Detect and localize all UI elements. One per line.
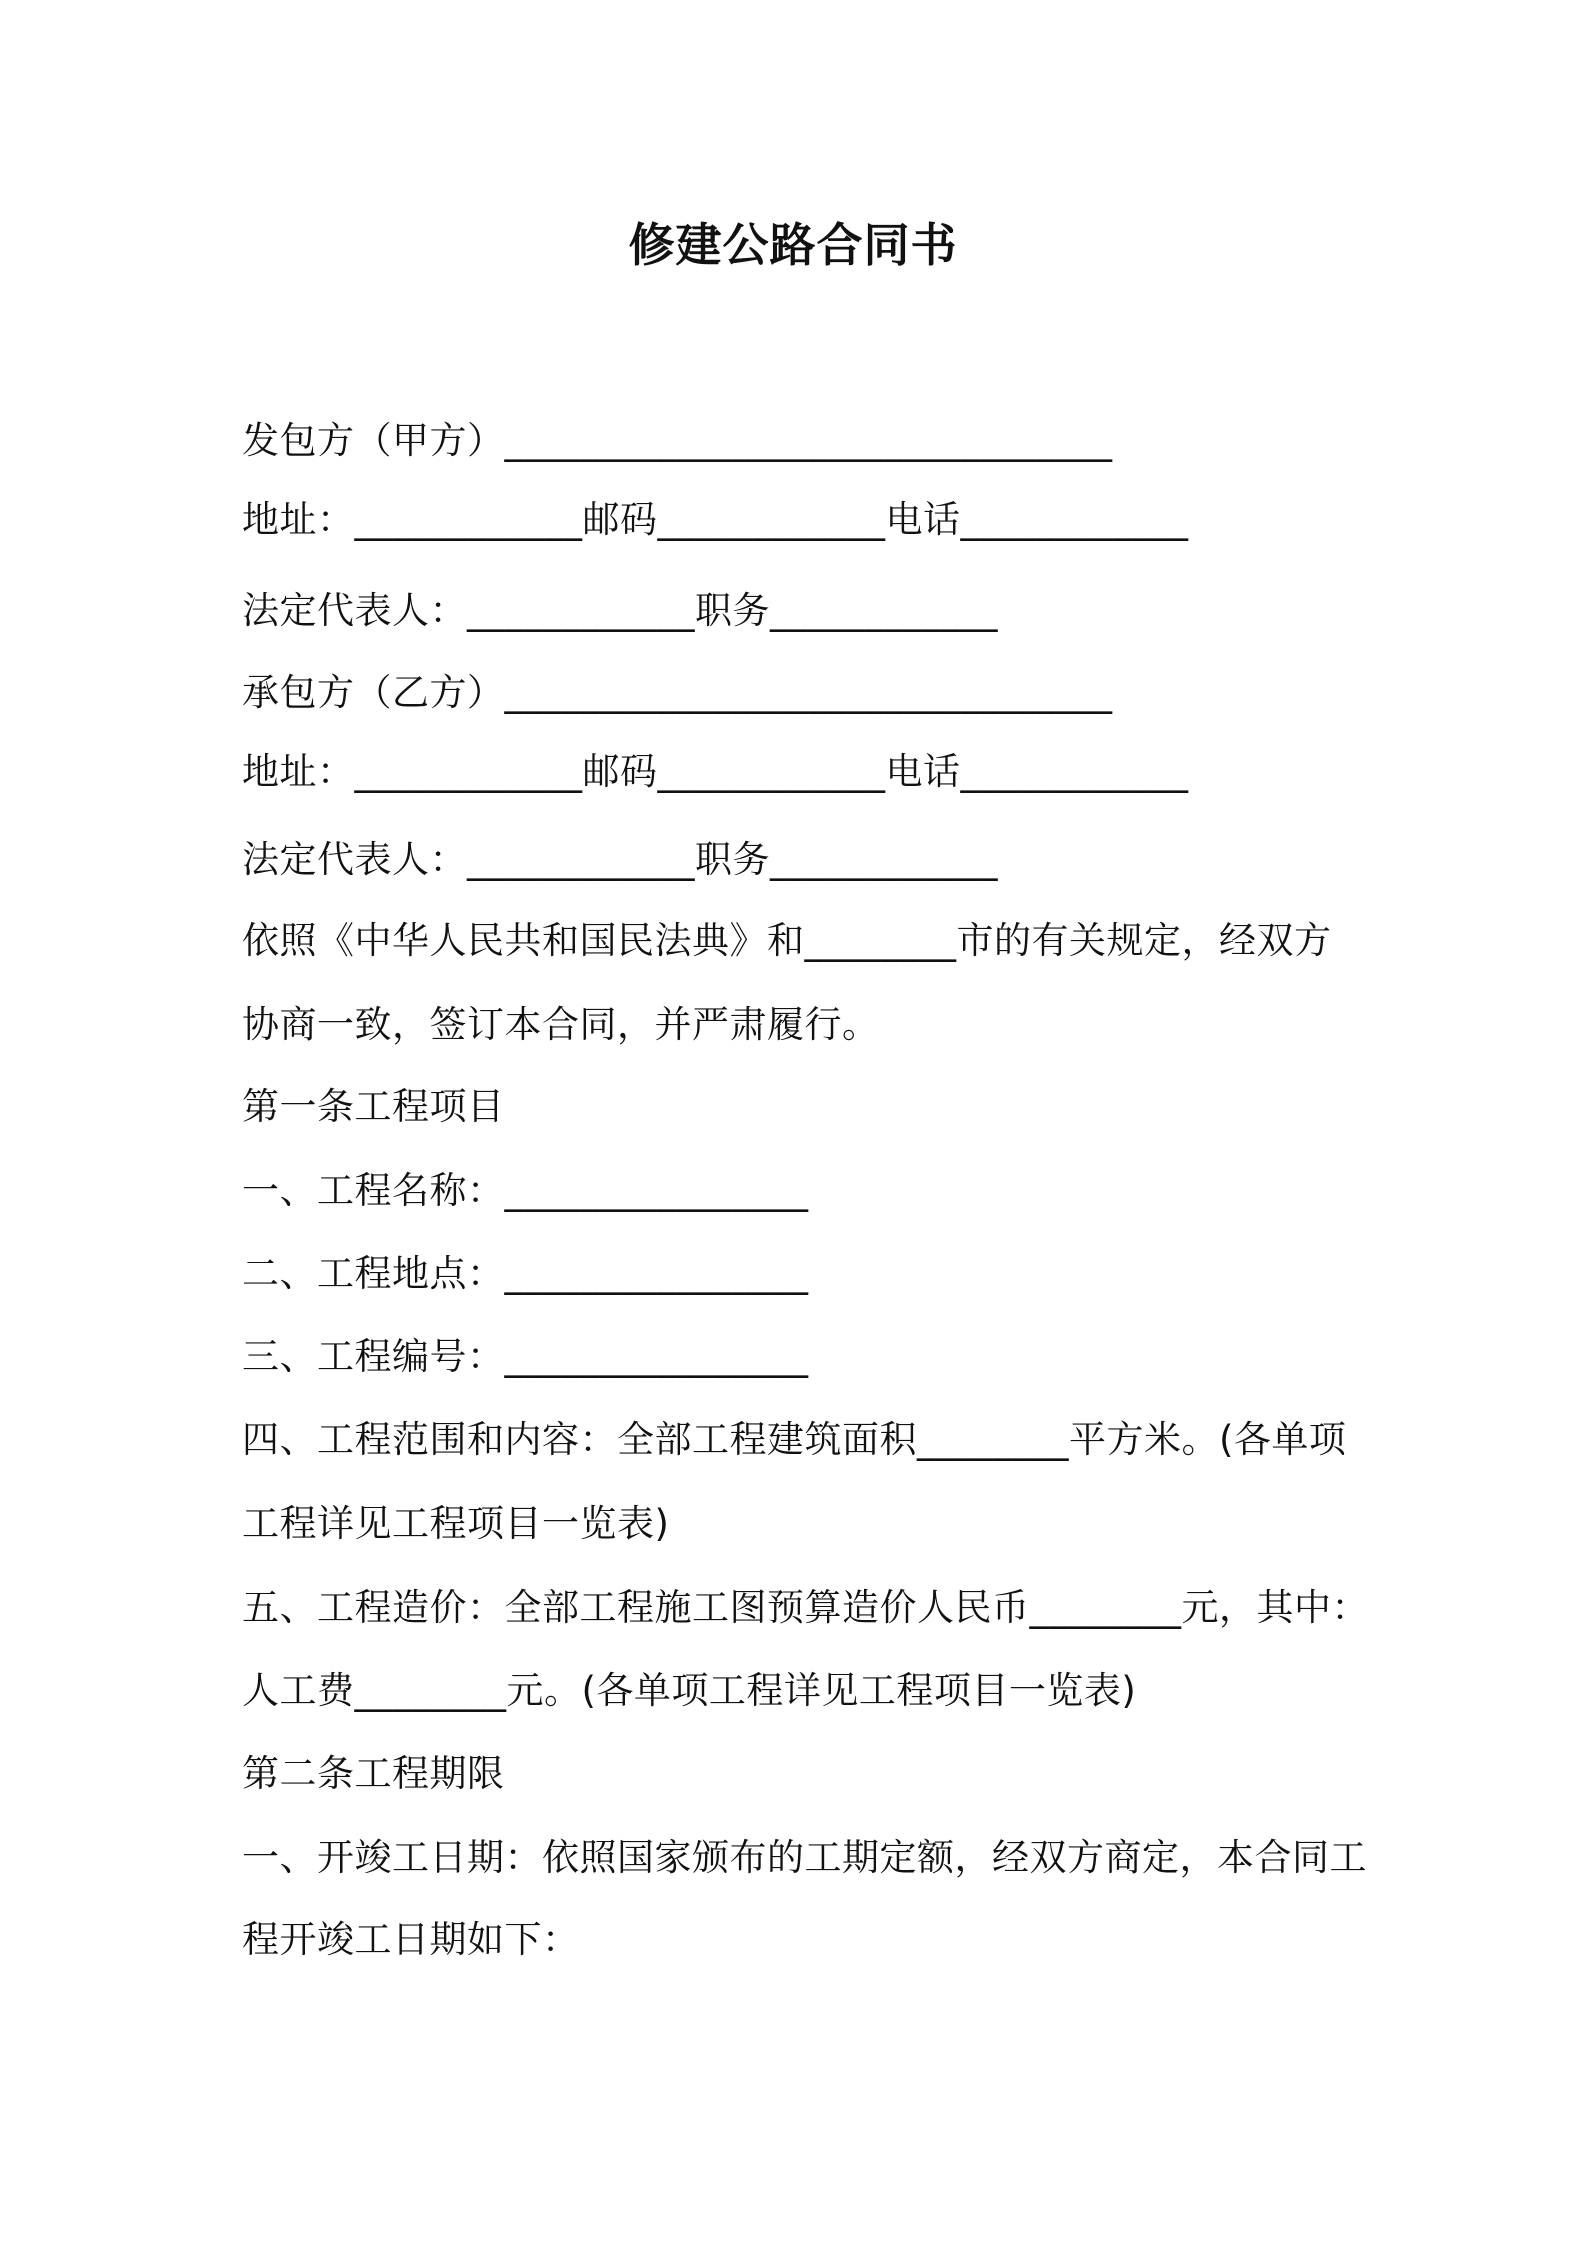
article-1-heading: 第一条工程项目: [242, 1085, 505, 1128]
party-b-representative-line: 法定代表人：____________职务____________: [242, 838, 998, 881]
project-scope-line-1: 四、工程范围和内容：全部工程建筑面积________平方米。(各单项: [242, 1418, 1347, 1461]
schedule-line-1: 一、开竣工日期：依照国家颁布的工期定额，经双方商定，本合同工: [242, 1836, 1367, 1879]
project-cost-line-1: 五、工程造价：全部工程施工图预算造价人民币________元，其中：: [242, 1586, 1369, 1629]
project-number-line: 三、工程编号：________________: [242, 1335, 809, 1378]
party-b-line: 承包方（乙方）________________________________: [242, 671, 1113, 714]
project-scope-line-2: 工程详见工程项目一览表): [242, 1502, 670, 1545]
party-a-address-line: 地址：____________邮码____________电话____________: [242, 498, 1189, 541]
party-a-line: 发包方（甲方）________________________________: [242, 419, 1113, 462]
intro-paragraph-line-2: 协商一致，签订本合同，并严肃履行。: [242, 1003, 880, 1046]
party-b-address-line: 地址：____________邮码____________电话____________: [242, 750, 1189, 793]
schedule-line-2: 程开竣工日期如下：: [242, 1918, 580, 1961]
article-2-heading: 第二条工程期限: [242, 1752, 505, 1795]
project-location-line: 二、工程地点：________________: [242, 1252, 809, 1295]
party-a-representative-line: 法定代表人：____________职务____________: [242, 589, 998, 632]
document-title: 修建公路合同书: [628, 218, 958, 272]
intro-paragraph-line-1: 依照《中华人民共和国民法典》和________市的有关规定，经双方: [242, 919, 1332, 962]
project-cost-line-2: 人工费________元。(各单项工程详见工程项目一览表): [242, 1669, 1137, 1712]
project-name-line: 一、工程名称：________________: [242, 1169, 809, 1212]
